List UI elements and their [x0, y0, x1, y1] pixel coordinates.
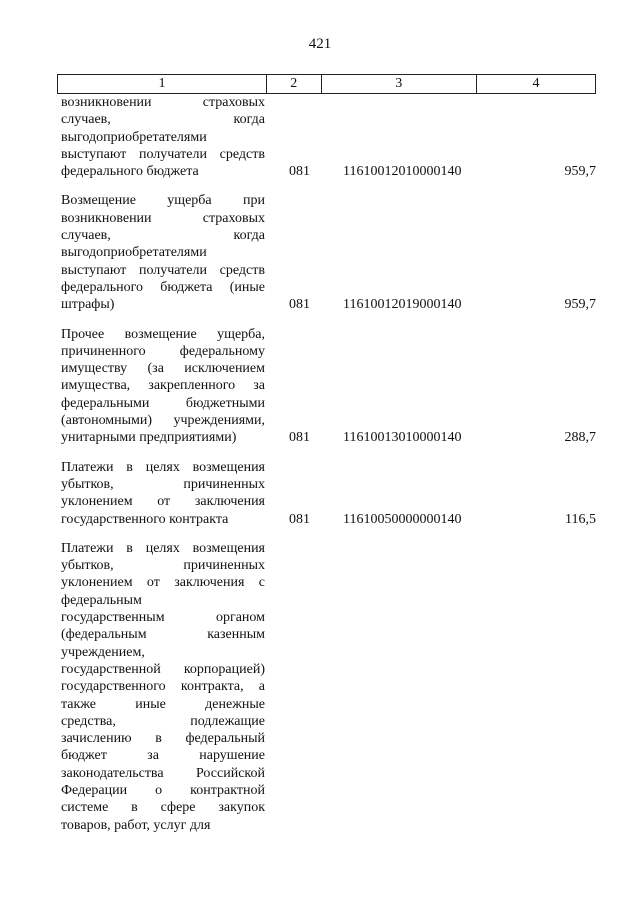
admin-code: 081	[289, 297, 310, 313]
column-header-4: 4	[477, 75, 596, 94]
row-description-line: системе в сфере закупок	[61, 800, 265, 816]
row-description-line: случаев, когда	[61, 228, 265, 244]
amount-value: 959,7	[564, 297, 596, 313]
row-description-line: государственного контракта, а	[61, 679, 265, 695]
row-description-line: причиненного федеральному	[61, 343, 265, 359]
revenue-code: 11610050000000140	[343, 511, 462, 527]
row-description-line: случаев, когда	[61, 112, 265, 128]
row-description	[61, 94, 265, 180]
row-description-line: имуществу (за исключением	[61, 361, 265, 377]
row-description-line: законодательства Российской	[61, 765, 265, 781]
column-header-3: 3	[321, 75, 477, 94]
column-header-2: 2	[267, 75, 322, 94]
row-description-line: (автономными) учреждениями,	[61, 413, 265, 429]
admin-code: 081	[289, 511, 310, 527]
table-row	[57, 326, 596, 447]
row-description-line: Возмещение ущерба при	[61, 193, 265, 209]
column-header-table	[57, 74, 596, 94]
row-description-line: бюджет за нарушение	[61, 748, 265, 764]
row-description-line: Платежи в целях возмещения	[61, 540, 265, 556]
row-description-line: также иные денежные	[61, 696, 265, 712]
row-description-line: федерального бюджета (иные	[61, 279, 265, 295]
table-row	[57, 192, 596, 313]
table-body	[57, 94, 596, 846]
row-description-line: убытков, причиненных	[61, 476, 265, 492]
row-description-line: выгодоприобретателями	[61, 129, 207, 145]
row-description-line: федеральными бюджетными	[61, 395, 265, 411]
column-header-row	[58, 75, 596, 94]
row-description-line: (федеральным казенным	[61, 627, 265, 643]
row-description-line: убытков, причиненных	[61, 558, 265, 574]
row-description-line: федеральным	[61, 592, 142, 608]
row-description-line: унитарными предприятиями)	[61, 430, 237, 446]
row-description-line: возникновении страховых	[61, 95, 265, 110]
row-description-line: государственным органом	[61, 610, 265, 626]
row-description-line: государственной корпорацией)	[61, 661, 265, 677]
row-description-line: Прочее возмещение ущерба,	[61, 326, 265, 342]
row-description-line: штрафы)	[61, 297, 115, 313]
table-row	[57, 94, 596, 180]
row-description-line: возникновении страховых	[61, 210, 265, 226]
table-row	[57, 459, 596, 528]
column-header-1: 1	[58, 75, 267, 94]
row-description	[61, 326, 265, 447]
row-description	[61, 459, 265, 528]
admin-code: 081	[289, 164, 310, 180]
row-description-line: выгодоприобретателями	[61, 245, 207, 261]
row-description-line: федерального бюджета	[61, 164, 199, 180]
revenue-code: 11610012019000140	[343, 297, 462, 313]
amount-value: 288,7	[564, 430, 596, 446]
row-description-line: средства, подлежащие	[61, 713, 265, 729]
revenue-code: 11610013010000140	[343, 430, 462, 446]
row-description-line: выступают получатели средств	[61, 262, 265, 278]
row-description-line: зачислению в федеральный	[61, 731, 265, 747]
row-description-line: уклонением от заключения с	[61, 575, 265, 591]
row-description-line: учреждением,	[61, 644, 145, 660]
page-number: 421	[308, 36, 332, 52]
row-description-line: выступают получатели средств	[61, 146, 265, 162]
row-description	[61, 540, 265, 834]
row-description-line: имущества, закрепленного за	[61, 378, 265, 394]
row-description-line: Платежи в целях возмещения	[61, 459, 265, 475]
row-description-line: уклонением от заключения	[61, 494, 265, 510]
table-row	[57, 540, 596, 834]
row-description-line: Федерации о контрактной	[61, 782, 265, 798]
row-description-line: товаров, работ, услуг для	[61, 817, 211, 833]
row-description-line: государственного контракта	[61, 511, 229, 527]
admin-code: 081	[289, 430, 310, 446]
amount-value: 116,5	[565, 511, 596, 527]
row-description	[61, 192, 265, 313]
amount-value: 959,7	[564, 164, 596, 180]
revenue-code: 11610012010000140	[343, 164, 462, 180]
